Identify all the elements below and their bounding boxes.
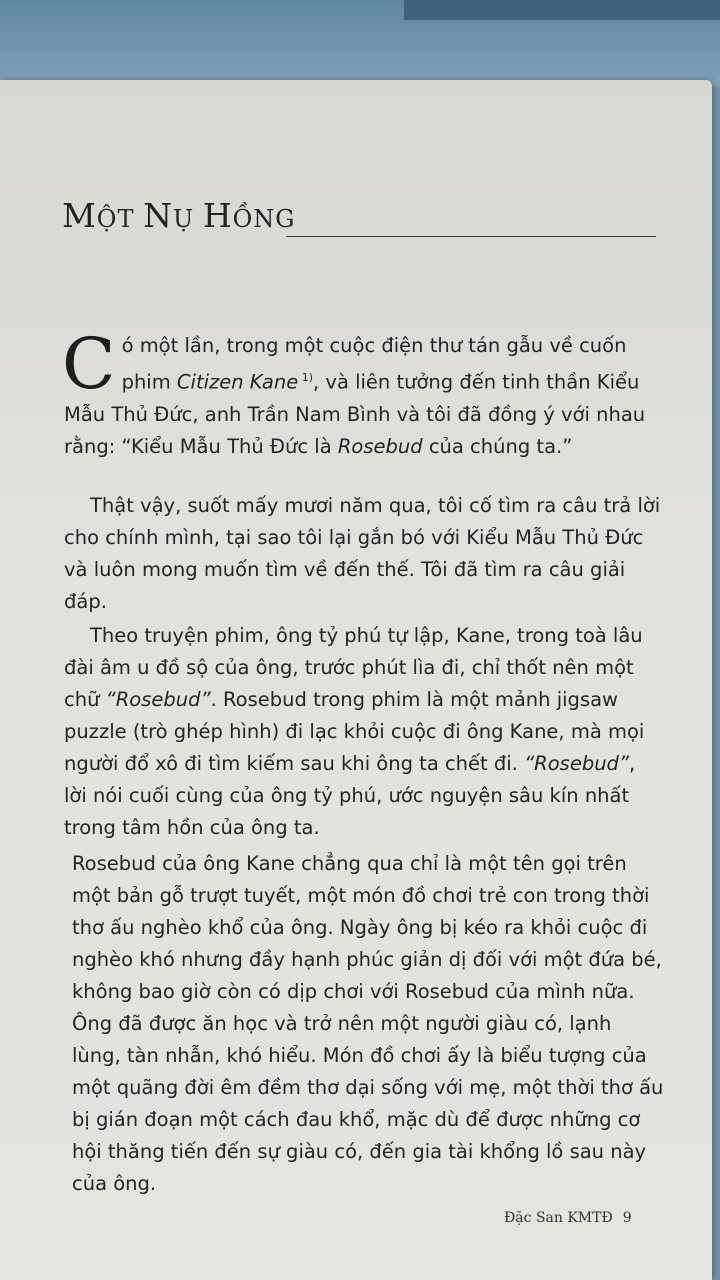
article-title: MỘT NỤ HỒNG xyxy=(62,196,296,235)
page-number: 9 xyxy=(622,1210,632,1226)
paragraph-4: Rosebud của ông Kane chẳng qua chỉ là một tên gọi trên một bản gỗ trượt tuyết, một món đồ chơi trẻ con trong thời thơ ấu nghèo khổ của ông. Ngày ông bị kéo ra khỏi cuộc đi nghèo khó nhưng đầy hạnh phúc giản dị đối với một đứa bé, không bao giờ còn có dịp chơi với Rosebud của mình nữa. Ông đã được ăn học và trở nên một người giàu có, lạnh lùng, tàn nhẫn, khó hiểu. Món đồ chơi ấy là biểu tượng của một quãng đời êm đềm thơ dại sống với mẹ, một thời thơ ấu bị gián đoạn một cách đau khổ, mặc dù để được những cơ hội thăng tiến đến sự giàu có, đến gia tài khổng lồ sau này của ông. xyxy=(72,852,664,1195)
background-edge xyxy=(404,0,720,20)
page-footer xyxy=(504,1210,632,1226)
paragraph-3: Theo truyện phim, ông tỷ phú tự lập, Kane, trong toà lâu đài âm u đồ sộ của ông, trước phút lìa đi, chỉ thốt nên một chữ “Rosebud”. Rosebud trong phim là một mảnh jigsaw puzzle (trò ghép hình) đi lạc khỏi cuộc đi ông Kane, mà mọi người đổ xô đi tìm kiếm sau khi ông ta chết đi. “Rosebud”, lời nói cuối cùng của ông tỷ phú, ước nguyện sâu kín nhất trong tâm hồn của ông ta. xyxy=(64,624,645,839)
paragraph-2: Thật vậy, suốt mấy mươi năm qua, tôi cố tìm ra câu trả lời cho chính mình, tại sao tôi lại gắn bó với Kiểu Mẫu Thủ Đức và luôn mong muốn tìm về đến thế. Tôi đã tìm ra câu giải đáp. xyxy=(64,494,661,613)
paragraph-1: Có một lần, trong một cuộc điện thư tán gẫu về cuốn phim Citizen Kane $^{1)}$, và liên tưởng đến tinh thần Kiểu Mẫu Thủ Đức, anh Trần Nam Bình và tôi đã đồng ý với nhau rằng: “Kiểu Mẫu Thủ Đức là Rosebud của chúng ta.” xyxy=(62,323,646,458)
drop-cap: C xyxy=(62,323,116,405)
footnote-ref: 1) xyxy=(298,371,314,384)
title-rule xyxy=(286,236,656,237)
film-title: Citizen Kane xyxy=(176,370,299,394)
publication-name: Đặc San KMTĐ xyxy=(504,1210,613,1226)
